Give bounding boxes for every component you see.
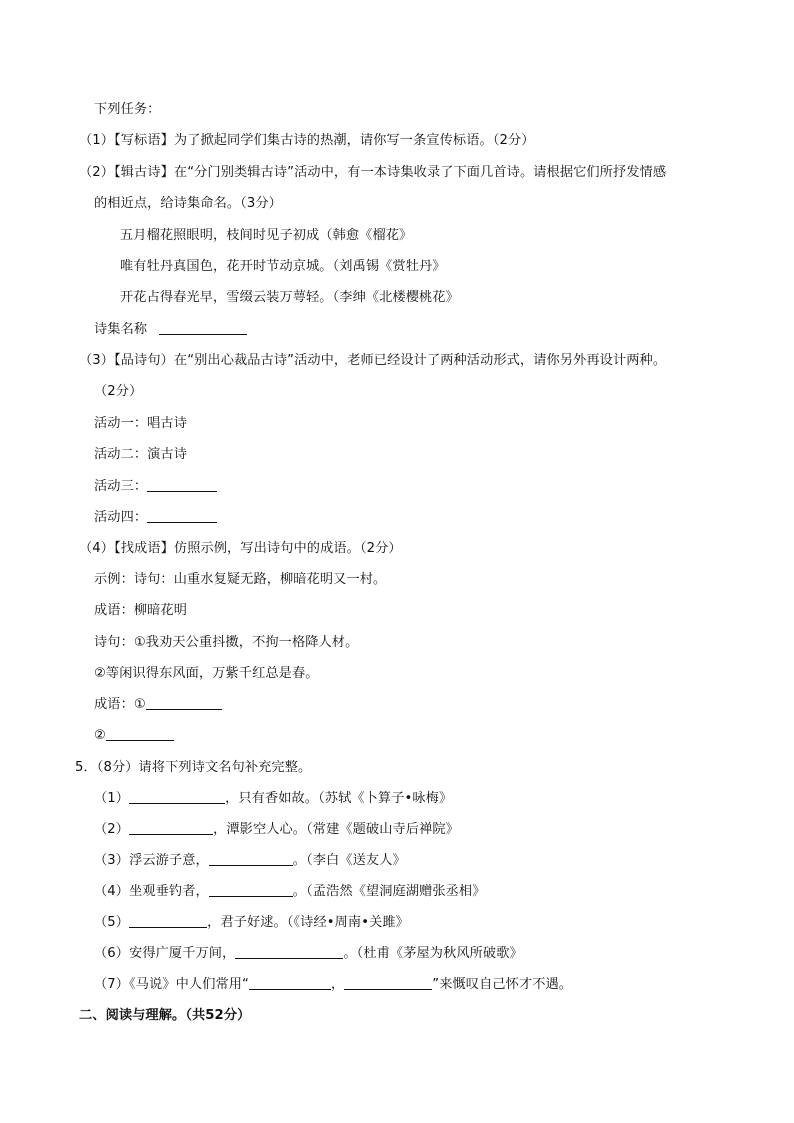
fill-6-text: （6）安得广厦千万间， (94, 946, 236, 961)
poem-sentence-2: ②等闲识得东风面，万紫千红总是春。 (94, 666, 319, 681)
activity-4-label: 活动四： (94, 510, 148, 525)
answer-blank[interactable] (235, 945, 343, 959)
poem-sentence-1: 诗句：①我劝天公重抖擞，不拘一格降人材。 (94, 635, 359, 650)
poem-line-3: 开花占得春光早，雪缀云装万萼轻。（李绅《北楼樱桃花》 (120, 290, 459, 305)
fill-1-text: ，只有香如故。（苏轼《卜算子•咏梅》 (225, 791, 453, 806)
question-4-1: （1）【写标语】为了掀起同学们集古诗的热潮，请你写一条宣传标语。（2分） (79, 133, 535, 148)
fill-1-num: （1） (94, 791, 130, 806)
section-2-heading: 二、阅读与理解。（共52分） (79, 1008, 251, 1023)
fill-3-source: 。（李白《送友人》 (292, 853, 406, 868)
question-4-2: （2）【辑古诗】在“分门别类辑古诗”活动中，有一本诗集收录了下面几首诗。请根据它们所抒发情感 (79, 165, 667, 180)
fill-3-text: （3）浮云游子意， (94, 853, 209, 868)
idiom-answer-1-label: 成语：① (94, 697, 146, 712)
activity-3-label: 活动三： (94, 479, 148, 494)
question-5-heading: 5．（8分）请将下列诗文名句补充完整。 (75, 760, 312, 775)
fill-6-row (94, 945, 523, 963)
answer-blank[interactable] (147, 478, 217, 492)
fill-2-row (94, 821, 459, 839)
fill-4-row (94, 883, 486, 901)
idiom-answer-2-label: ② (94, 728, 106, 743)
fill-7-row (94, 976, 572, 994)
fill-7-comma: ， (330, 977, 345, 992)
answer-blank[interactable] (146, 696, 222, 710)
fill-3-row (94, 852, 406, 870)
fill-1-row (94, 790, 452, 808)
answer-blank[interactable] (344, 976, 432, 990)
question-4-3: （3）【品诗句）在“别出心裁品古诗”活动中，老师已经设计了两种活动形式，请你另外再设计两种。 (79, 353, 667, 368)
example-idiom: 成语：柳暗花明 (94, 603, 188, 618)
fill-5-text: ，君子好逑。（《诗经•周南•关雎》 (207, 915, 409, 930)
activity-2: 活动二：演古诗 (94, 447, 188, 462)
answer-blank[interactable] (249, 976, 331, 990)
fill-7-text: （7）《马说》中人们常用“ (94, 977, 249, 992)
answer-blank[interactable] (159, 321, 247, 335)
answer-blank[interactable] (129, 790, 225, 804)
answer-blank[interactable] (129, 821, 213, 835)
poem-line-2: 唯有牡丹真国色，花开时节动京城。（刘禹锡《赏牡丹》 (120, 259, 446, 274)
collection-name-row (94, 321, 247, 339)
answer-blank[interactable] (209, 883, 293, 897)
fill-5-num: （5） (94, 915, 130, 930)
example-line: 示例：诗句：山重水复疑无路，柳暗花明又一村。 (94, 572, 387, 587)
answer-blank[interactable] (129, 914, 207, 928)
idiom-answer-1-row (94, 696, 222, 714)
fill-6-source: 。（杜甫《茅屋为秋风所破歌》 (343, 946, 523, 961)
answer-blank[interactable] (106, 727, 174, 741)
fill-2-text: ，潭影空人心。（常建《题破山寺后禅院》 (213, 822, 459, 837)
task-intro: 下列任务： (94, 102, 161, 117)
question-4-4: （4）【找成语】仿照示例，写出诗句中的成语。（2分） (79, 541, 402, 556)
activity-1: 活动一：唱古诗 (94, 416, 188, 431)
question-4-3-score: （2分） (94, 384, 143, 399)
activity-3-row (94, 478, 217, 496)
idiom-answer-2-row (94, 727, 174, 745)
poem-line-1: 五月榴花照眼明，枝间时见子初成（韩愈《榴花》 (120, 228, 413, 243)
activity-4-row (94, 509, 217, 527)
fill-7-tail: ”来慨叹自己怀才不遇。 (432, 977, 573, 992)
fill-4-text: （4）坐观垂钓者， (94, 884, 209, 899)
collection-name-label: 诗集名称 (94, 322, 148, 337)
fill-2-num: （2） (94, 822, 130, 837)
question-4-2-cont: 的相近点，给诗集命名。（3分） (94, 196, 282, 211)
answer-blank[interactable] (147, 509, 217, 523)
answer-blank[interactable] (209, 852, 293, 866)
fill-5-row (94, 914, 409, 932)
fill-4-source: 。（孟浩然《望洞庭湖赠张丞相》 (292, 884, 486, 899)
